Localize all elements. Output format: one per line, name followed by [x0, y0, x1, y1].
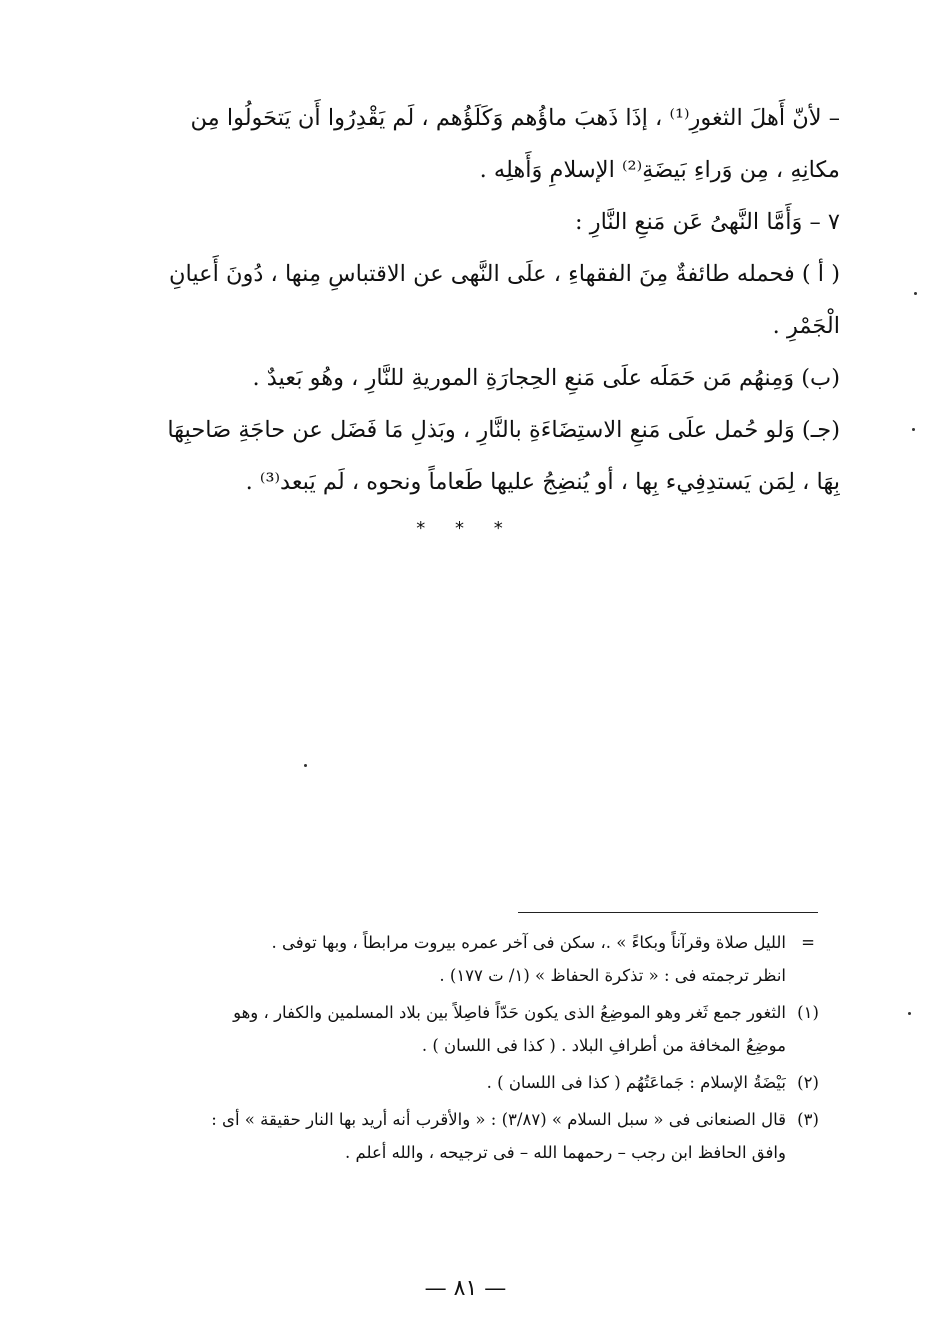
section-separator: * * *	[416, 518, 515, 539]
footnote-3	[110, 1103, 830, 1169]
footnote-line: الليل صلاة وقرآناً وبكاءً » .، سكن فى آخر عمره بيروت مرابطاً ، وبها توفى .	[271, 933, 786, 952]
text-line: (ب) وَمِنهُم مَن حَمَلَه علَى مَنعِ الحِجارَةِ الموريةِ للنَّارِ ، وهُو بَعيدٌ .	[252, 365, 840, 391]
footnote-line: قال الصنعانى فى « سبل السلام » (٣/٨٧) : « والأقرب أنه أريد بها النار حقيقة » أى :	[211, 1110, 786, 1129]
footnotes	[110, 926, 830, 1173]
footnote-marker: (٢)	[797, 1073, 819, 1092]
footnote-continuation	[110, 926, 830, 992]
scan-speck	[912, 428, 915, 431]
footnote-text	[110, 1103, 786, 1169]
footnote-2	[110, 1066, 830, 1099]
footnote-1	[110, 996, 830, 1062]
text-line: (جـ) وَلو حُمل علَى مَنعِ الاستِضَاءَةِ بالنَّارِ ، وبَذلِ مَا فَضَل عن حاجَةِ صَاحبِهَا	[167, 417, 840, 443]
text-line: ( أ ) فحمله طائفةٌ مِنَ الفقهاءِ ، علَى النَّهى عن الاقتباسِ مِنها ، دُونَ أَعيانِ	[168, 261, 840, 287]
footnote-marker: =	[801, 933, 815, 952]
footnote-text	[110, 926, 786, 992]
page-number: — ٨١ —	[424, 1276, 507, 1301]
footnote-rule	[518, 912, 818, 913]
text-line: بِهَا ، لِمَن يَستدِفِيء بِها ، أو يُنضِجُ عليها طَعاماً ونحوه ، لَم يَبعد⁽³⁾ .	[245, 469, 840, 495]
text-line: الْجَمْرِ .	[772, 313, 840, 339]
footnote-line: الثغور جمع ثَغر وهو الموضِعُ الذى يكون حَدّاً فاصِلاً بين بلاد المسلمين والكفار ، وهو	[233, 1003, 786, 1022]
scan-speck	[908, 1012, 911, 1015]
scan-speck	[914, 292, 917, 295]
footnote-line: انظر ترجمته فى : « تذكرة الحفاظ » (١/ ت ١٧٧) .	[439, 966, 786, 985]
main-text	[118, 92, 840, 508]
footnote-marker: (١)	[797, 1003, 819, 1022]
text-line: ٧ – وَأَمَّا النَّهىُ عَن مَنعِ النَّارِ :	[574, 209, 840, 235]
text-line: – لأنّ أَهلَ الثغورِ⁽¹⁾ ، إذَا ذَهبَ ماؤُهم وَكَلَؤُهم ، لَم يَقْدِرُوا أَن يَتحَولُوا مِن	[190, 105, 840, 131]
text-line: مكانِهِ ، مِن وَراءِ بَيضَةِ⁽²⁾ الإسلامِ وَأَهلِه .	[479, 157, 840, 183]
footnote-text	[110, 996, 786, 1062]
footnote-line: وافق الحافظ ابن رجب – رحمهما الله – فى ترجيحه ، والله أعلم .	[345, 1143, 786, 1162]
footnote-marker: (٣)	[797, 1110, 819, 1129]
footnote-text	[110, 1066, 786, 1099]
footnote-line: موضِعُ المخافة من أطرافِ البلاد . ( كذا فى اللسان ) .	[421, 1036, 786, 1055]
scan-speck	[304, 764, 307, 767]
footnote-line: بَيْضَةُ الإسلام : جَماعَتُهُم ( كذا فى اللسان ) .	[486, 1073, 786, 1092]
